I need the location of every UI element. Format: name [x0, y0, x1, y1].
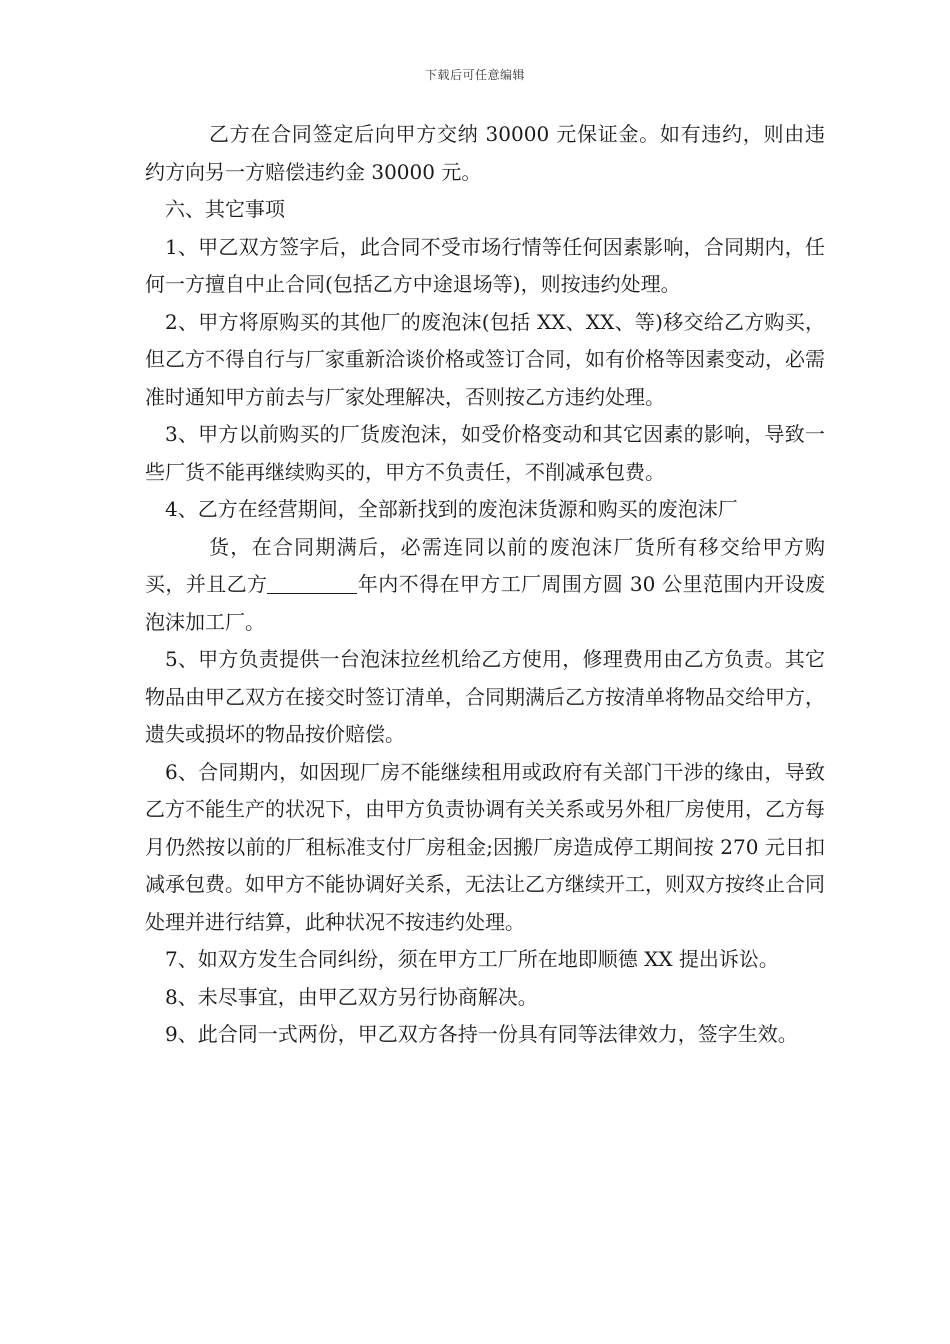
- paragraph-text: 5、甲方负责提供一台泡沫拉丝机给乙方使用，修理费用由乙方负责。其它物品由甲乙双方在接交时签订清单，合同期满后乙方按清单将物品交给甲方，遗失或损坏的物品按价赔偿。: [145, 647, 825, 746]
- paragraph-text-before-blank: 货，在合同期满后，必需连同以前的废泡沫厂货所有移交给甲方购买，并且乙方: [145, 534, 825, 596]
- clause-4-continued: [145, 529, 825, 642]
- paragraph-text: 8、未尽事宜，由甲乙双方另行协商解决。: [165, 984, 538, 1009]
- paragraph-text: 4、乙方在经营期间，全部新找到的废泡沫货源和购买的废泡沫厂: [165, 497, 738, 521]
- paragraph-text: 2、甲方将原购买的其他厂的废泡沫(包括 XX、XX、等)移交给乙方购买，但乙方不得自行与厂家重新洽谈价格或签订合同，如有价格等因素变动，必需准时通知甲方前去与厂家处理解决，否则按乙方违约处理。: [145, 309, 825, 409]
- page-header-note: 下载后可任意编辑: [424, 68, 525, 82]
- clause-9: [145, 1016, 825, 1054]
- paragraph-text: 六、其它事项: [165, 197, 285, 221]
- paragraph-text: 6、合同期内，如因现厂房不能继续租用或政府有关部门干涉的缘由，导致乙方不能生产的状况下，由甲方负责协调有关关系或另外租厂房使用，乙方每月仍然按以前的厂租标准支付厂房租金;因搬厂房造成停工期间按 270 元日扣减承包费。如甲方不能协调好关系，无法让乙方继续开工，则双方按终止合同处理并进行结算，此种状况不按违约处理。: [145, 759, 825, 934]
- clause-4: [145, 491, 825, 529]
- paragraph-text: 3、甲方以前购买的厂货废泡沫，如受价格变动和其它因素的影响，导致一些厂货不能再继续购买的，甲方不负责任，不削减承包费。: [145, 422, 825, 484]
- paragraph-text: 9、此合同一式两份，甲乙双方各持一份具有同等法律效力，签字生效。: [165, 1022, 798, 1046]
- paragraph-text: 7、如双方发生合同纠纷，须在甲方工厂所在地即顺德 XX 提出诉讼。: [165, 947, 779, 971]
- clause-8: [145, 979, 825, 1017]
- fill-in-blank-years[interactable]: [267, 573, 357, 594]
- clause-1: [145, 229, 825, 304]
- document-body: [145, 116, 825, 1054]
- clause-7: [145, 941, 825, 979]
- section-heading-other-matters: [145, 191, 825, 229]
- clause-3: [145, 416, 825, 491]
- clause-5: [145, 641, 825, 754]
- clause-2: [145, 304, 825, 417]
- paragraph-text-after-blank: 年内不得在甲方工厂周围方圆 30 公里范围内开设废泡沫加工厂。: [145, 572, 825, 634]
- paragraph-text: 乙方在合同签定后向甲方交纳 30000 元保证金。如有违约，则由违约方向另一方赔偿违约金 30000 元。: [145, 122, 825, 184]
- clause-6: [145, 754, 825, 942]
- paragraph-deposit: [145, 116, 825, 191]
- paragraph-text: 1、甲乙双方签字后，此合同不受市场行情等任何因素影响，合同期内，任何一方擅自中止合同(包括乙方中途退场等)，则按违约处理。: [145, 234, 825, 296]
